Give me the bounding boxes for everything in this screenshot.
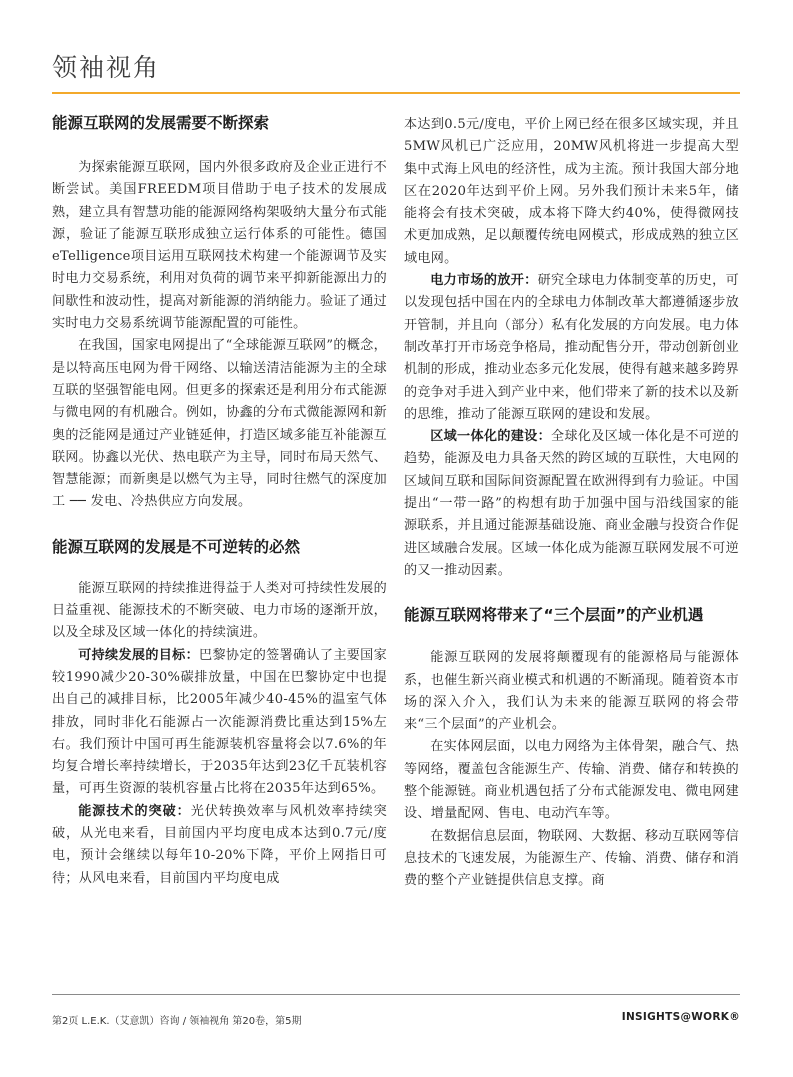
heading-exploration: 能源互联网的发展需要不断探索 <box>52 114 270 132</box>
text-sustainability: 巴黎协定的签署确认了主要国家较1990减少20-30%碳排放量，中国在巴黎协定中也提出自己的减排目标，比2005年减少40-45%的温室气体排放，同时非化石能源占一次能源消费比重达到15%左右。我们预计中国可再生能源装机容量将会以7.6%的年均复合增长率持续增长，于2035年达到23亿千瓦装机容量，可再生资源的装机容量占比将在2035年达到65%。 <box>52 647 388 797</box>
text-market-opening: 研究全球电力体制变革的历史，可以发现包括中国在内的全球电力体制改革大都遵循逐步放开管制，并且向（部分）私有化发展的方向发展。电力体制改革打开市场竞争格局，推动配售分开，带动创新创业机制的形成，推动业态多元化发展，使得有越来越多跨界的竞争对手进入到产业中来，他们带来了新的技术以及新的思维，推动了能源互联网的建设和发展。 <box>404 273 740 422</box>
lead-energy-tech: 能源技术的突破： <box>78 803 191 819</box>
paragraph-exploration-2: 在我国，国家电网提出了“全球能源互联网”的概念，是以特高压电网为骨干网络、以输送清洁能源为主的全球互联的坚强智能电网。但更多的探索还是利用分布式能源与微电网的有机融合。例如，协鑫的分布式微能源网和新奥的泛能网是通过产业链延伸，打造区域多能互补能源互联网。协鑫以光伏、热电联产为主导，同时布局天然气、智慧能源；而新奥是以燃气为主导，同时往燃气的深度加工 ── 发电、冷热供应方向发展。 <box>52 338 387 510</box>
paragraph-exploration-1: 为探索能源互联网，国内外很多政府及企业正进行不断尝试。美国FREEDM项目借助于电子技术的发展成熟，建立具有智慧功能的能源网络构架吸纳大量分布式能源，验证了能源互联形成独立运行体系的可能性。德国eTelligence项目运用互联网技术构建一个能源调节及实时电力交易系统，利用对负荷的调节来平抑新能源出力的间歇性和波动性，提高对新能源的消纳能力。验证了通过实时电力交易系统调节能源配置的可能性。 <box>52 160 387 332</box>
paragraph-energy-tech-continued: 本达到0.5元/度电，平价上网已经在很多区域实现，并且5MW风机已广泛应用，20MW风机将进一步提高大型集中式海上风电的经济性，成为主流。预计我国大部分地区在2020年达到平价上网。另外我们预计未来5年，储能将会有技术突破，成本将下降大约40%，使得微网技术更加成熟，足以颠覆传统电网模式，形成成熟的独立区域电网。 <box>404 117 739 266</box>
paragraph-regional-integration <box>404 426 739 582</box>
text-energy-tech: 光伏转换效率与风机效率持续突破，从光电来看，目前国内平均度电成本达到0.7元/度电，预计会继续以每年10-20%下降，平价上网指日可待；从风电来看，目前国内平均度电成 <box>52 803 387 886</box>
text-regional-integration: 全球化及区域一体化是不可逆的趋势，能源及电力具备天然的跨区域的互联性，大电网的区域间互联和国际间资源配置在欧洲得到有力验证。中国提出“一带一路”的构想有助于加强中国与沿线国家的能源联系，并且通过能源基础设施、商业金融与投资合作促进区域融合发展。区域一体化成为能源互联网发展不可逆的又一推动因素。 <box>404 429 740 578</box>
footer-brand: INSIGHTS@WORK® <box>621 1011 740 1023</box>
paragraph-sustainability <box>52 645 387 801</box>
lead-market-opening: 电力市场的放开： <box>430 273 538 289</box>
paragraph-market-opening <box>404 270 739 426</box>
paragraph-data-layer: 在数据信息层面，物联网、大数据、移动互联网等信息技术的飞速发展，为能源生产、传输、消费、储存和消费的整个产业链提供信息支撑。商 <box>404 828 739 889</box>
lead-regional-integration: 区域一体化的建设： <box>430 429 552 445</box>
header-accent-rule <box>52 92 740 94</box>
footer-page-info: 第2页 L.E.K.（艾意凯）咨询 / 领袖视角 第20卷，第5期 <box>52 1016 302 1027</box>
footer-rule <box>52 994 740 995</box>
paragraph-three-levels-1: 能源互联网的发展将颠覆现有的能源格局与能源体系，也催生新兴商业模式和机遇的不断涌现。随着资本市场的深入介入，我们认为未来的能源互联网的将会带来“三个层面”的产业机会。 <box>404 650 739 733</box>
section-title: 领袖视角 <box>52 53 161 82</box>
paragraph-physical-layer: 在实体网层面，以电力网络为主体骨架，融合气、热等网络，覆盖包含能源生产、传输、消费、储存和转换的整个能源链。商业机遇包括了分布式能源发电、微电网建设、增量配网、售电、电动汽车等。 <box>404 739 739 822</box>
lead-sustainability: 可持续发展的目标： <box>78 647 200 663</box>
paragraph-irreversible-1: 能源互联网的持续推进得益于人类对可持续性发展的日益重视、能源技术的不断突破、电力市场的逐渐开放，以及全球及区域一体化的持续演进。 <box>52 580 387 641</box>
heading-three-levels: 能源互联网将带来了“三个层面”的产业机遇 <box>404 606 704 625</box>
heading-irreversible: 能源互联网的发展是不可逆转的必然 <box>52 537 301 556</box>
paragraph-energy-tech <box>52 801 387 890</box>
right-column <box>404 103 739 893</box>
left-column <box>52 103 387 890</box>
